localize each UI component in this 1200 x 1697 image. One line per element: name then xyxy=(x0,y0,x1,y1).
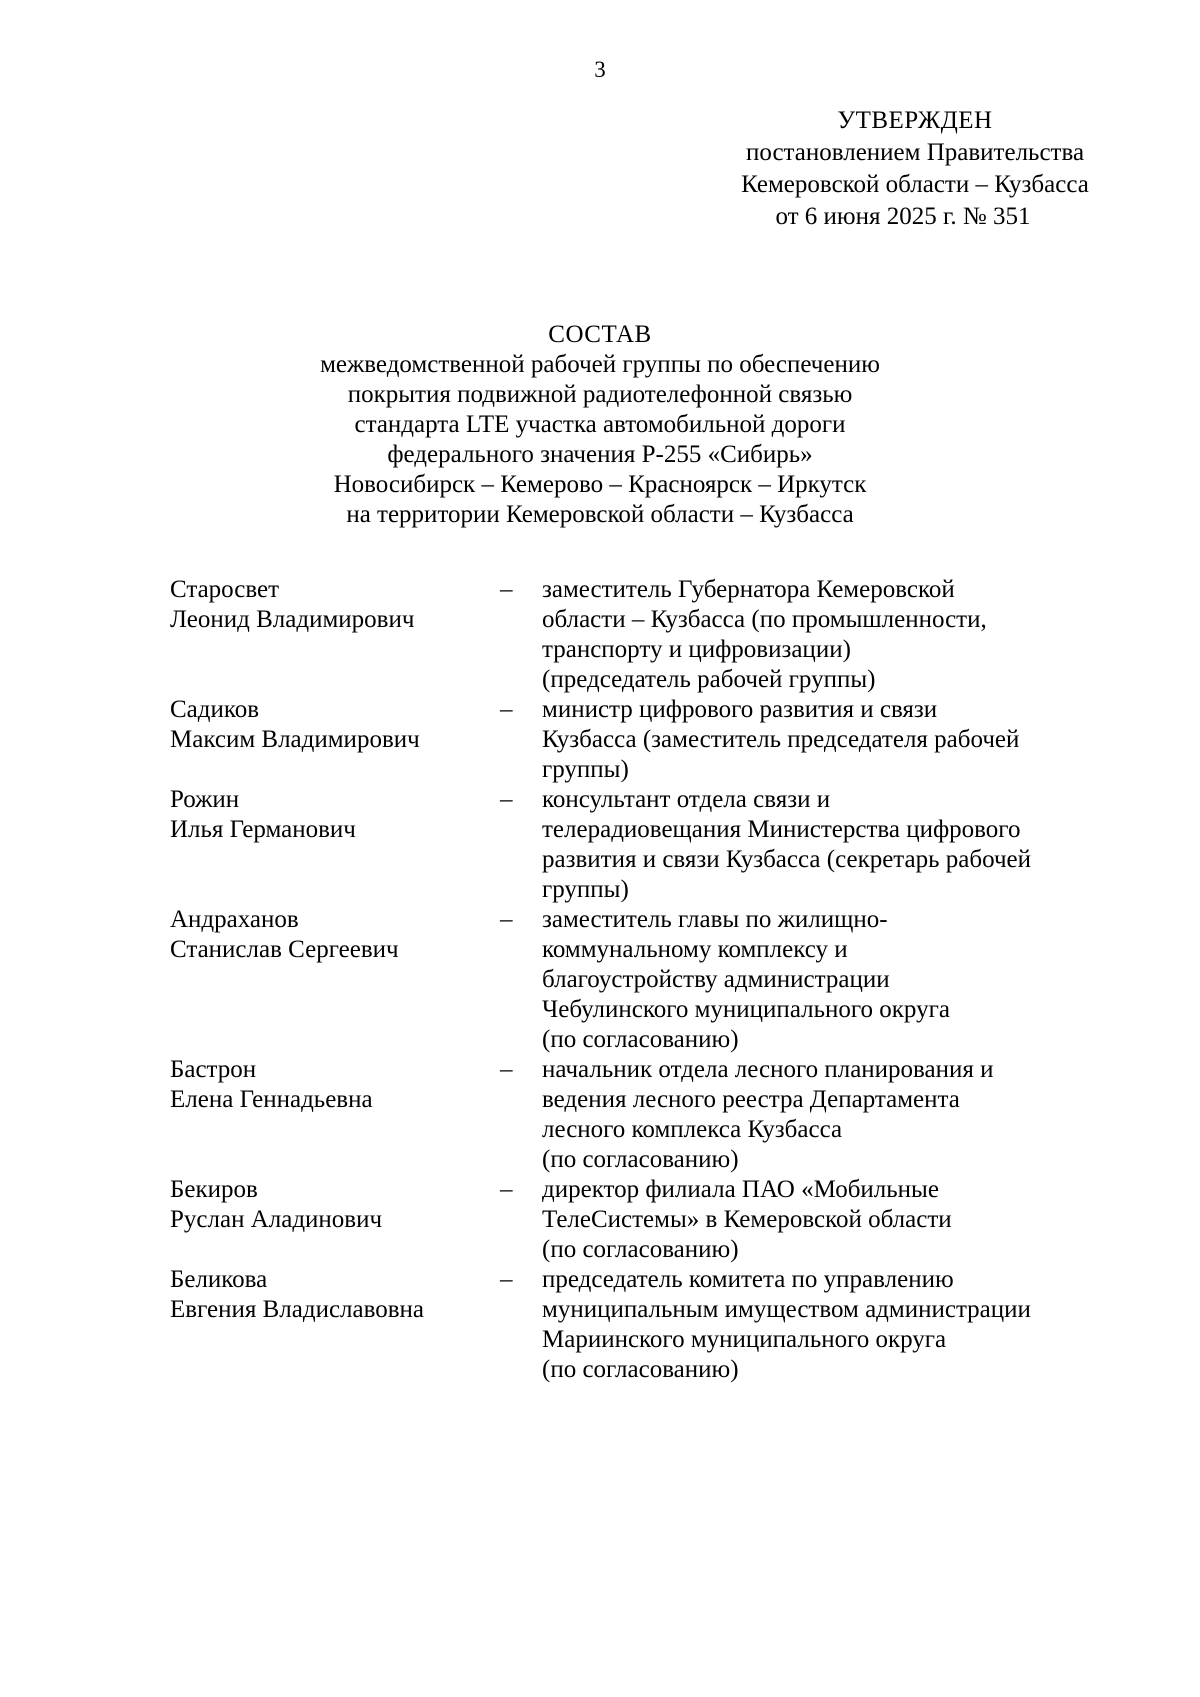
approval-line-1: постановлением Правительства xyxy=(745,139,1085,166)
member-role xyxy=(542,785,1130,905)
member-given-name: Евгения Владиславовна xyxy=(170,1296,425,1323)
member-role-line: развития и связи Кузбасса (секретарь рабочей xyxy=(542,846,1032,873)
member-role-line: (по согласованию) xyxy=(542,1236,739,1263)
member-surname: Бекиров xyxy=(170,1176,258,1203)
member-role-line: лесного комплекса Кузбасса xyxy=(542,1116,843,1143)
member-dash: – xyxy=(500,906,513,933)
member-given-name: Максим Владимирович xyxy=(170,726,420,753)
member-name xyxy=(170,695,500,785)
approval-title: УТВЕРЖДЕН xyxy=(837,107,993,134)
member-dash: – xyxy=(500,1056,513,1083)
member-name xyxy=(170,1055,500,1175)
member-role-line: Чебулинского муниципального округа xyxy=(542,996,950,1023)
member-role-line: (председатель рабочей группы) xyxy=(542,666,876,693)
member-role xyxy=(542,575,1130,695)
member-role-line: ведения лесного реестра Департамента xyxy=(542,1086,960,1113)
approval-date: от 6 июня 2025 г. № 351 xyxy=(775,203,1031,230)
member-role-line: директор филиала ПАО «Мобильные xyxy=(542,1176,939,1203)
heading-title: СОСТАВ xyxy=(548,321,652,348)
member-role-line: Мариинского муниципального округа xyxy=(542,1326,947,1353)
member-role xyxy=(542,1055,1130,1175)
member-entry xyxy=(170,1175,1130,1265)
member-entry xyxy=(170,695,1130,785)
document-heading xyxy=(0,320,1200,530)
heading-line: федерального значения Р-255 «Сибирь» xyxy=(387,441,813,468)
member-name xyxy=(170,785,500,905)
member-role-line: транспорту и цифровизации) xyxy=(542,636,851,663)
member-role xyxy=(542,1265,1130,1385)
member-given-name: Руслан Аладинович xyxy=(170,1206,383,1233)
member-name xyxy=(170,575,500,695)
member-dash: – xyxy=(500,576,513,603)
heading-line: межведомственной рабочей группы по обеспечению xyxy=(320,351,880,378)
member-name xyxy=(170,1265,500,1385)
member-role-line: заместитель главы по жилищно- xyxy=(542,906,888,933)
member-entry xyxy=(170,905,1130,1055)
member-role-line: председатель комитета по управлению xyxy=(542,1266,954,1293)
member-dash: – xyxy=(500,786,513,813)
member-role-line: коммунальному комплексу и xyxy=(542,936,848,963)
member-name xyxy=(170,1175,500,1265)
member-surname: Старосвет xyxy=(170,576,280,603)
member-given-name: Леонид Владимирович xyxy=(170,606,415,633)
heading-line: покрытия подвижной радиотелефонной связью xyxy=(347,381,853,408)
heading-line: стандарта LTE участка автомобильной дороги xyxy=(354,411,846,438)
member-entry xyxy=(170,1265,1130,1385)
member-role xyxy=(542,695,1130,785)
member-surname: Бастрон xyxy=(170,1056,257,1083)
member-dash: – xyxy=(500,696,513,723)
member-role-line: ТелеСистемы» в Кемеровской области xyxy=(542,1206,952,1233)
member-surname: Рожин xyxy=(170,786,240,813)
member-surname: Андраханов xyxy=(170,906,299,933)
member-role-line: начальник отдела лесного планирования и xyxy=(542,1056,994,1083)
member-role xyxy=(542,905,1130,1055)
member-role-line: (по согласованию) xyxy=(542,1146,739,1173)
member-entry xyxy=(170,785,1130,905)
page-number: 3 xyxy=(594,57,606,82)
heading-line: на территории Кемеровской области – Кузбасса xyxy=(346,501,854,528)
member-entry xyxy=(170,575,1130,695)
member-role-line: группы) xyxy=(542,756,629,783)
members-list xyxy=(170,575,1130,1385)
member-surname: Беликова xyxy=(170,1266,268,1293)
member-dash: – xyxy=(500,1176,513,1203)
member-role-line: (по согласованию) xyxy=(542,1026,739,1053)
member-role-line: консультант отдела связи и xyxy=(542,786,831,813)
member-role-line: Кузбасса (заместитель председателя рабочей xyxy=(542,726,1020,753)
member-role-line: министр цифрового развития и связи xyxy=(542,696,938,723)
approval-block xyxy=(700,105,1130,233)
member-role-line: благоустройству администрации xyxy=(542,966,890,993)
member-role-line: области – Кузбасса (по промышленности, xyxy=(542,606,987,633)
member-role-line: заместитель Губернатора Кемеровской xyxy=(542,576,955,603)
member-surname: Садиков xyxy=(170,696,260,723)
member-role-line: муниципальным имуществом администрации xyxy=(542,1296,1031,1323)
member-given-name: Илья Германович xyxy=(170,816,356,843)
member-given-name: Станислав Сергеевич xyxy=(170,936,399,963)
member-entry xyxy=(170,1055,1130,1175)
member-role-line: (по согласованию) xyxy=(542,1356,739,1383)
member-dash: – xyxy=(500,1266,513,1293)
member-given-name: Елена Геннадьевна xyxy=(170,1086,373,1113)
member-role xyxy=(542,1175,1130,1265)
approval-line-2: Кемеровской области – Кузбасса xyxy=(741,171,1089,198)
heading-line: Новосибирск – Кемерово – Красноярск – Иркутск xyxy=(333,471,867,498)
member-name xyxy=(170,905,500,1055)
member-role-line: телерадиовещания Министерства цифрового xyxy=(542,816,1021,843)
member-role-line: группы) xyxy=(542,876,629,903)
